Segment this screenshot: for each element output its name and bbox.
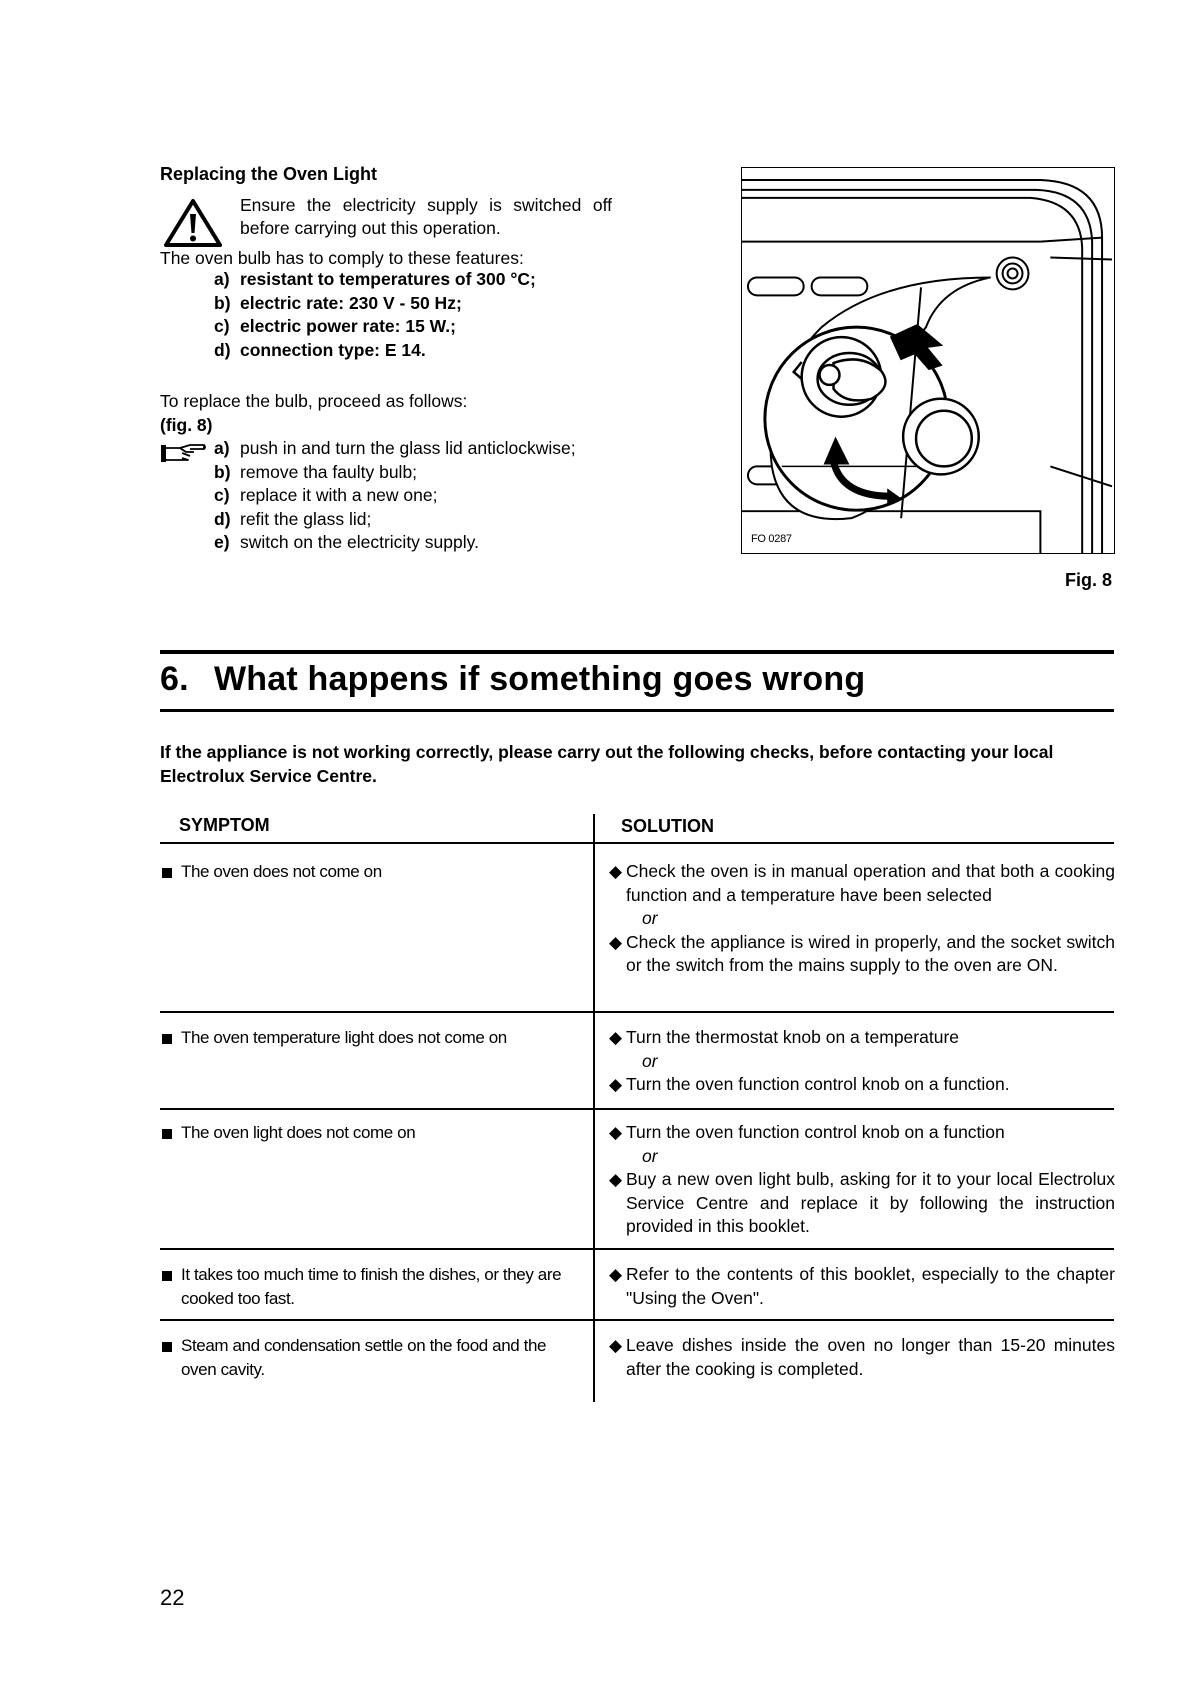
list-item bbox=[160, 438, 640, 462]
table-rule bbox=[160, 1108, 1114, 1110]
table-rule bbox=[160, 1319, 1114, 1321]
list-item-text: remove tha faulty bulb; bbox=[240, 461, 418, 482]
square-bullet-icon bbox=[162, 868, 172, 878]
square-bullet-icon bbox=[162, 1129, 172, 1139]
symptom-text: Steam and condensation settle on the food and the oven cavity. bbox=[181, 1336, 547, 1379]
solution-item bbox=[610, 1168, 1115, 1239]
list-item-label: a) bbox=[214, 269, 230, 289]
warning-text: Ensure the electricity supply is switched off before carrying out this operation. bbox=[240, 195, 612, 238]
table-row-symptom bbox=[160, 1026, 580, 1050]
oven-light-illustration bbox=[741, 167, 1115, 554]
table-rule bbox=[160, 1248, 1114, 1250]
figure-code: FO 0287 bbox=[751, 533, 792, 545]
list-item-text: electric power rate: 15 W.; bbox=[240, 316, 456, 336]
solution-item bbox=[610, 931, 1115, 978]
list-item bbox=[160, 485, 640, 509]
list-item-text: replace it with a new one; bbox=[240, 485, 438, 505]
warning-triangle-icon bbox=[163, 198, 223, 248]
solution-text: Turn the oven function control knob on a function. bbox=[626, 1074, 1010, 1094]
diamond-bullet-icon: ◆ bbox=[609, 1265, 623, 1284]
list-item-label: c) bbox=[214, 316, 230, 336]
table-row-solution bbox=[610, 1263, 1115, 1310]
list-item-text: electric rate: 230 V - 50 Hz; bbox=[240, 292, 462, 313]
replace-procedure-intro: To replace the bulb, proceed as follows: bbox=[160, 391, 468, 411]
replacement-steps-list bbox=[160, 438, 640, 556]
or-separator: or bbox=[642, 1145, 658, 1166]
chapter-bottom-rule bbox=[160, 709, 1114, 712]
diamond-bullet-icon: ◆ bbox=[609, 1075, 623, 1094]
table-row-solution bbox=[610, 1334, 1115, 1381]
section-title: Replacing the Oven Light bbox=[160, 164, 378, 184]
list-item-label: d) bbox=[214, 508, 231, 529]
symptom-text: The oven light does not come on bbox=[181, 1123, 416, 1142]
solution-item bbox=[610, 860, 1115, 907]
table-row-symptom bbox=[160, 860, 580, 884]
list-item bbox=[160, 269, 640, 293]
list-item-text: switch on the electricity supply. bbox=[240, 532, 479, 552]
square-bullet-icon bbox=[162, 1271, 172, 1281]
list-item-label: d) bbox=[214, 339, 231, 360]
list-item-text: push in and turn the glass lid anticlockwise; bbox=[240, 438, 576, 458]
table-row-solution bbox=[610, 1026, 1115, 1097]
list-item bbox=[160, 532, 640, 556]
table-row-symptom bbox=[160, 1334, 580, 1382]
list-item-text: connection type: E 14. bbox=[240, 339, 426, 360]
chapter-number: 6. bbox=[160, 660, 189, 698]
solution-text: Buy a new oven light bulb, asking for it to your local Electrolux Service Centre and replace it by following the instruction provided in this booklet. bbox=[626, 1169, 1115, 1236]
solution-item bbox=[610, 1073, 1115, 1097]
solution-text: Check the appliance is wired in properly, and the socket switch or the switch from the mains supply to the oven are ON. bbox=[626, 931, 1115, 975]
or-separator: or bbox=[642, 908, 658, 928]
table-row-solution bbox=[610, 1121, 1115, 1239]
list-item bbox=[160, 462, 640, 486]
list-item-label: a) bbox=[214, 438, 230, 458]
solution-item bbox=[610, 1334, 1115, 1381]
list-item-text: refit the glass lid; bbox=[240, 508, 372, 529]
bulb-requirements-intro: The oven bulb has to comply to these features: bbox=[160, 248, 524, 268]
solution-text: Turn the thermostat knob on a temperature bbox=[626, 1027, 960, 1047]
diamond-bullet-icon: ◆ bbox=[609, 1123, 623, 1142]
solution-item bbox=[610, 1121, 1115, 1145]
table-rule bbox=[160, 842, 1114, 844]
table-row-solution bbox=[610, 860, 1115, 978]
chapter-top-rule bbox=[160, 650, 1114, 654]
page-number: 22 bbox=[160, 1585, 185, 1610]
solution-text: Leave dishes inside the oven no longer than 15-20 minutes after the cooking is completed. bbox=[626, 1335, 1115, 1379]
list-item-label: b) bbox=[214, 292, 231, 313]
diamond-bullet-icon: ◆ bbox=[609, 862, 623, 881]
square-bullet-icon bbox=[162, 1342, 172, 1352]
list-item-label: c) bbox=[214, 485, 230, 505]
diamond-bullet-icon: ◆ bbox=[609, 1028, 623, 1047]
symptom-text: The oven does not come on bbox=[181, 862, 382, 881]
list-item-label: b) bbox=[214, 461, 231, 482]
table-row-symptom bbox=[160, 1263, 580, 1311]
figure-caption: Fig. 8 bbox=[1065, 570, 1113, 590]
symptom-header: SYMPTOM bbox=[179, 815, 270, 835]
solution-item bbox=[610, 1026, 1115, 1050]
list-item bbox=[160, 509, 640, 533]
figure-reference: (fig. 8) bbox=[160, 415, 213, 435]
table-rule bbox=[160, 1011, 1114, 1013]
solution-text: Refer to the contents of this booklet, especially to the chapter "Using the Oven". bbox=[626, 1264, 1115, 1308]
list-item bbox=[160, 293, 640, 317]
table-row-symptom bbox=[160, 1121, 580, 1145]
chapter-intro: If the appliance is not working correctly, please carry out the following checks, before contacting your local Electrolux Service Centre. bbox=[160, 742, 1054, 786]
square-bullet-icon bbox=[162, 1034, 172, 1044]
list-item bbox=[160, 340, 640, 364]
diamond-bullet-icon: ◆ bbox=[609, 932, 623, 952]
solution-item bbox=[610, 1263, 1115, 1310]
list-item-label: e) bbox=[214, 532, 230, 552]
solution-text: Check the oven is in manual operation and that both a cooking function and a temperature have been selected bbox=[626, 861, 1115, 905]
symptom-text: The oven temperature light does not come on bbox=[181, 1028, 507, 1047]
solution-header: SOLUTION bbox=[621, 816, 714, 836]
chapter-heading bbox=[160, 660, 865, 699]
diamond-bullet-icon: ◆ bbox=[609, 1336, 623, 1355]
bulb-features-list bbox=[160, 269, 640, 363]
chapter-title: What happens if something goes wrong bbox=[214, 660, 866, 698]
diamond-bullet-icon: ◆ bbox=[609, 1170, 623, 1189]
or-separator: or bbox=[642, 1050, 658, 1071]
list-item bbox=[160, 316, 640, 340]
solution-text: Turn the oven function control knob on a function bbox=[626, 1122, 1005, 1142]
list-item-text: resistant to temperatures of 300 °C; bbox=[240, 269, 536, 289]
symptom-text: It takes too much time to finish the dishes, or they are cooked too fast. bbox=[181, 1265, 562, 1308]
